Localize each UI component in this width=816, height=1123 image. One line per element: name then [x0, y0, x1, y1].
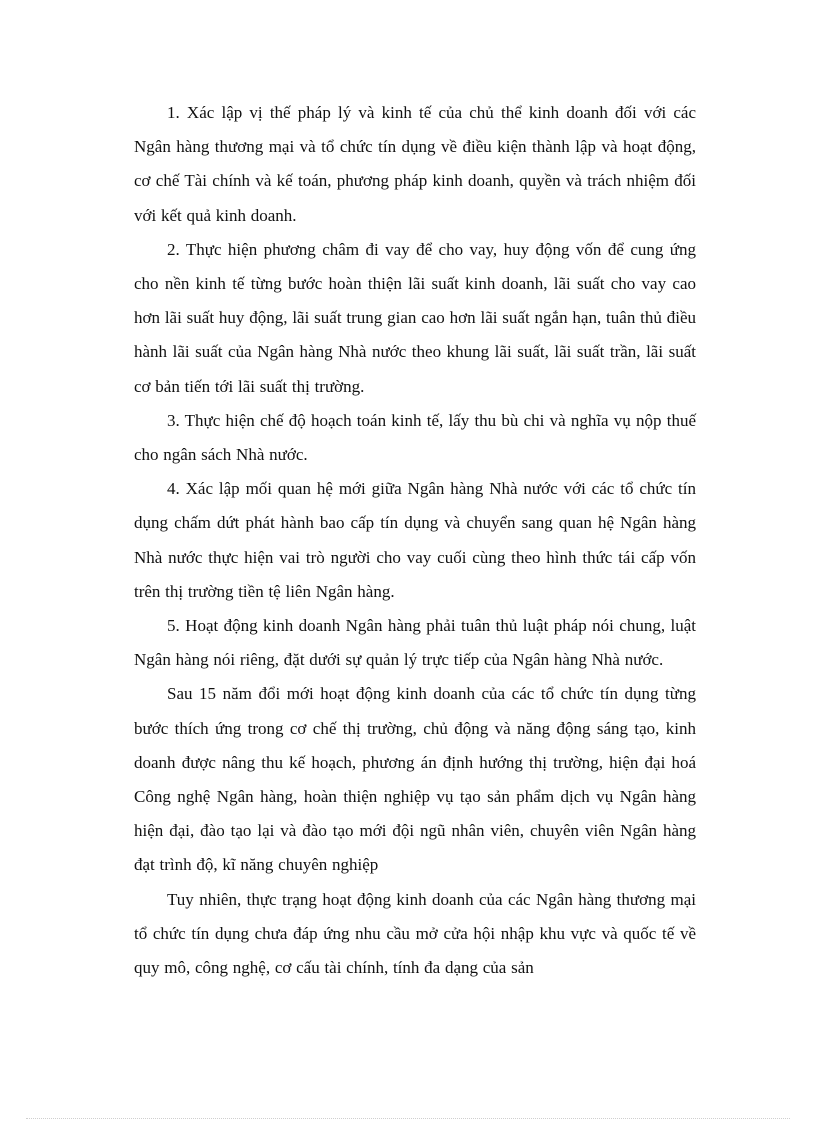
paragraph-3: 3. Thực hiện chế độ hoạch toán kinh tế, lấy thu bù chi và nghĩa vụ nộp thuế cho ngân sách Nhà nước.	[134, 410, 696, 465]
paragraph-1: 1. Xác lập vị thế pháp lý và kinh tế của chủ thể kinh doanh đối với các Ngân hàng thương mại và tổ chức tín dụng về điều kiện thành lập và hoạt động, cơ chế Tài chính và kế toán, phương pháp kinh doanh, quyền và trách nhiệm đối với kết quả kinh doanh.	[134, 103, 696, 225]
document-body	[134, 96, 696, 985]
paragraph-4: 4. Xác lập mối quan hệ mới giữa Ngân hàng Nhà nước với các tổ chức tín dụng chấm dứt phát hành bao cấp tín dụng và chuyển sang quan hệ Ngân hàng Nhà nước thực hiện vai trò người cho vay cuối cùng theo hình thức tái cấp vốn trên thị trường tiền tệ liên Ngân hàng.	[134, 479, 696, 601]
paragraph-2: 2. Thực hiện phương châm đi vay để cho vay, huy động vốn để cung ứng cho nền kinh tế từng bước hoàn thiện lãi suất kinh doanh, lãi suất cho vay cao hơn lãi suất huy động, lãi suất trung gian cao hơn lãi suất ngắn hạn, tuân thủ điều hành lãi suất của Ngân hàng Nhà nước theo khung lãi suất, lãi suất trần, lãi suất cơ bản tiến tới lãi suất thị trường.	[134, 239, 696, 396]
paragraph-7: Tuy nhiên, thực trạng hoạt động kinh doanh của các Ngân hàng thương mại tổ chức tín dụng chưa đáp ứng nhu cầu mở cửa hội nhập khu vực và quốc tế về quy mô, công nghệ, cơ cấu tài chính, tính đa dạng của sản	[134, 889, 696, 978]
footer-divider	[26, 1118, 790, 1119]
paragraph-6: Sau 15 năm đổi mới hoạt động kinh doanh của các tổ chức tín dụng từng bước thích ứng trong cơ chế thị trường, chủ động và năng động sáng tạo, kinh doanh được nâng thu kế hoạch, phương án định hướng thị trường, hiện đại hoá Công nghệ Ngân hàng, hoàn thiện nghiệp vụ tạo sản phẩm dịch vụ Ngân hàng hiện đại, đào tạo lại và đào tạo mới đội ngũ nhân viên, chuyên viên Ngân hàng đạt trình độ, kĩ năng chuyên nghiệp	[134, 684, 696, 875]
paragraph-5: 5. Hoạt động kinh doanh Ngân hàng phải tuân thủ luật pháp nói chung, luật Ngân hàng nói riêng, đặt dưới sự quản lý trực tiếp của Ngân hàng Nhà nước.	[134, 616, 696, 670]
